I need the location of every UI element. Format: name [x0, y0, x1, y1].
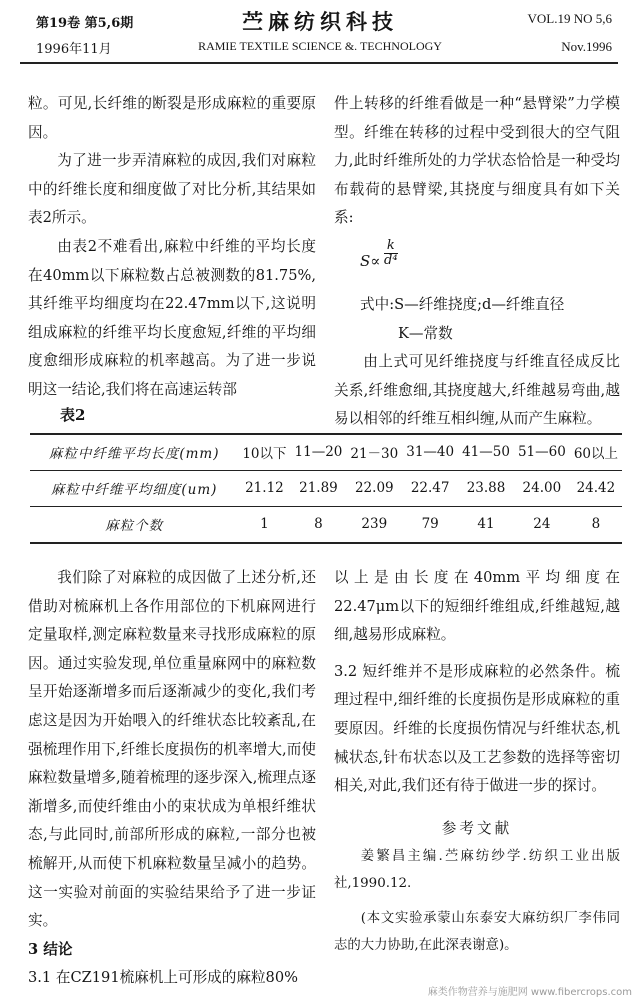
paragraph: 粒。可见,长纤维的断裂是形成麻粒的重要原因。: [28, 95, 316, 141]
row-header: 麻粒中纤维平均长度(mm): [48, 446, 220, 462]
table-caption: 表2: [60, 406, 86, 424]
table-cell: 22.09: [354, 480, 394, 496]
fiber-table: [30, 434, 622, 542]
row-header: 麻粒个数: [105, 518, 164, 534]
paragraph: 由上式可见纤维挠度与纤维直径成反比关系,纤维愈细,其挠度越大,纤维越易弯曲,越易以相邻的纤维互相纠缠,从而产生麻粒。: [334, 353, 620, 428]
formula-fraction: [384, 239, 398, 268]
table-cell: 10以下: [242, 446, 287, 462]
paragraph: 3.2 短纤维并不是形成麻粒的必然条件。梳理过程中,细纤维的长度损伤是形成麻粒的重要原因。纤维的长度损伤情况与纤维状态,机械状态,针布状态以及工艺参数的选择等密切相关,对此,我们还有待于做进一步的探讨。: [334, 662, 620, 795]
table-rule: [30, 506, 622, 507]
volume-issue-cn: 第19卷 第5,6期: [36, 16, 134, 31]
table-cell: 24: [533, 516, 551, 532]
table-rule: [30, 470, 622, 471]
left-column-bottom: [28, 564, 316, 993]
table-cell: 239: [361, 516, 388, 532]
table-cell: 51—60: [517, 444, 566, 460]
table-cell: 8: [591, 516, 601, 532]
table-cell: 23.88: [466, 480, 506, 496]
paragraph: 为了进一步弄清麻粒的成因,我们对麻粒中的纤维长度和细度做了对比分析,其结果如表2所示。: [28, 152, 316, 227]
journal-title-cn: 苎麻纺织科技: [242, 9, 398, 34]
table-cell: 21.12: [245, 480, 284, 496]
left-column-top: [28, 90, 316, 405]
formula-legend: 式中:S—纤维挠度;d—纤维直径: [360, 295, 565, 313]
table-row: [30, 434, 622, 470]
header-rule: [20, 62, 618, 64]
paragraph: 我们除了对麻粒的成因做了上述分析,还借助对梳麻机上各作用部位的下机麻网进行定量取样,测定麻粒数量来寻找形成麻粒的原因。通过实验发现,单位重量麻网中的麻粒数呈开始逐渐增多而后逐渐减少的变化,我们考虑这是因为开始喂入的纤维状态比较紊乱,在强梳理作用下,纤维长度损伤的机率增大,而使麻粒数量增多,随着梳理的逐步深入,梳理点逐渐增多,而使纤维由小的束状成为单根纤维状态,与此同时,前部所形成的麻粒,一部分也被梳解开,从而使下机麻粒数量呈减小的趋势。这一实验对前面的实验结果给予了进一步证实。: [28, 569, 316, 930]
row-header: 麻粒中纤维平均细度(um): [50, 482, 218, 498]
date-cn: 1996年11月: [36, 42, 112, 57]
formula-numerator: k: [384, 239, 398, 254]
table-cell: 11—20: [294, 444, 343, 460]
journal-title-en: RAMIE TEXTILE SCIENCE &. TECHNOLOGY: [198, 39, 442, 53]
page-header: [0, 0, 640, 64]
table-cell: 41: [477, 516, 495, 532]
table-cell: 31—40: [406, 444, 455, 460]
formula-denominator: d⁴: [384, 252, 398, 268]
table-cell: 24.42: [576, 480, 616, 496]
table-cell: 22.47: [410, 480, 450, 496]
references-heading: 参考文献: [441, 819, 513, 837]
table-row: [30, 506, 622, 542]
table-cell: 41—50: [462, 444, 510, 460]
paragraph: 3.1 在CZ191梳麻机上可形成的麻粒80%: [28, 969, 298, 987]
table-cell: 21－30: [350, 446, 399, 462]
acknowledgement: (本文实验承蒙山东泰安大麻纺织厂李伟同志的大力协助,在此深表谢意)。: [334, 911, 620, 954]
table-cell: 1: [260, 516, 269, 532]
table-cell: 79: [421, 516, 439, 532]
table-row: [30, 470, 622, 506]
section-heading: 3 结论: [28, 940, 73, 958]
formula-legend-constant: K—常数: [398, 324, 453, 342]
table-cell: 24.00: [522, 480, 562, 496]
right-column-bottom: [334, 564, 620, 959]
watermark: 麻类作物营养与施肥网 www.fibercrops.com: [427, 987, 632, 998]
table-bottom-rule: [30, 542, 622, 544]
paragraph: 件上转移的纤维看做是一种“悬臂梁”力学模型。纤维在转移的过程中受到很大的空气阻力,此时纤维所处的力学状态恰恰是一种受均布载荷的悬臂梁,其挠度与细度具有如下关系:: [334, 95, 620, 227]
table-cell: 60以上: [573, 446, 618, 462]
table-cell: 21.89: [299, 480, 338, 496]
paragraph: 由表2不难看出,麻粒中纤维的平均长度在40mm以下麻粒数占总被测数的81.75%,其纤维平均细度均在22.47mm以下,这说明组成麻粒的纤维平均长度愈短,纤维的平均细度愈细形成麻粒的机率越高。为了进一步说明这一结论,我们将在高速运转部: [28, 237, 316, 398]
table-cell: 8: [314, 516, 323, 532]
formula-lhs: S∝: [360, 251, 381, 270]
reference-item: 姜繁昌主编.苎麻纺纱学.纺织工业出版社,1990.12.: [334, 849, 620, 892]
date-en: Nov.1996: [561, 39, 612, 54]
deflection-formula: [334, 233, 620, 291]
volume-issue-en: VOL.19 NO 5,6: [527, 11, 612, 26]
right-column-top: [334, 90, 620, 434]
paragraph: 以上是由长度在40mm平均细度在22.47μm以下的短细纤维组成,纤维越短,越细,越易形成麻粒。: [334, 569, 620, 644]
